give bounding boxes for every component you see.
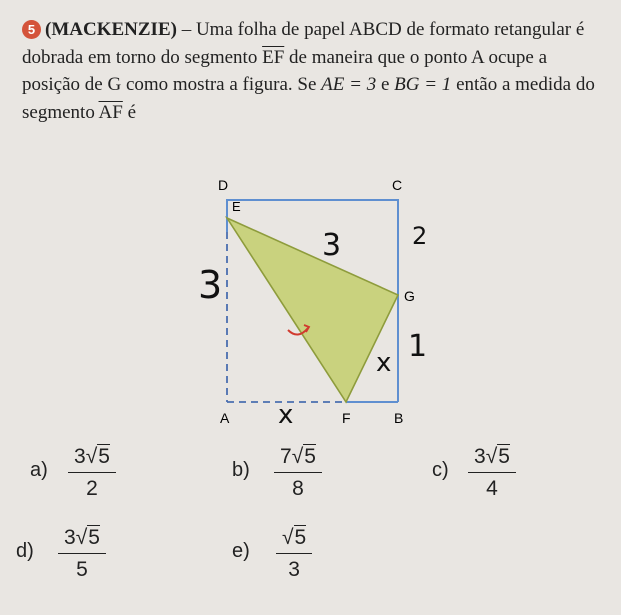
condition-ae: AE = 3 (321, 74, 377, 95)
label-d: D (218, 178, 229, 193)
option-a-fraction: $\frac{3√5}{2}$ (68, 445, 116, 501)
folded-paper-figure (180, 178, 430, 428)
option-a-label: a) (30, 459, 48, 481)
option-e-denominator: 3 (288, 558, 300, 581)
option-a-coefficient: 3 (74, 445, 86, 468)
option-a-radicand: 5 (98, 445, 110, 468)
option-d-radicand: 5 (88, 526, 100, 549)
question-number-badge: 5 (22, 20, 41, 39)
question-text (22, 16, 607, 126)
handwritten-af: x (278, 400, 294, 428)
question-text-part-1: – Uma folha de papel ABCD de formato retangular é dobrada em torno do segmento (22, 19, 585, 68)
label-c: C (392, 178, 403, 193)
segment-ef: $\overline{EF}$ (262, 46, 285, 68)
question-text-part-2: de maneira que o ponto A ocupe a posição de G como mostra a figura. Se (22, 46, 548, 95)
label-f: F (342, 410, 351, 426)
option-a-denominator: 2 (86, 477, 98, 500)
question-source: (MACKENZIE) (45, 19, 177, 40)
label-e: E (232, 199, 241, 214)
option-b-denominator: 8 (292, 477, 304, 500)
option-b-fraction: $\frac{7√5}{8}$ (274, 445, 322, 501)
handwritten-fg: x (376, 348, 392, 378)
option-b-radicand: 5 (304, 445, 316, 468)
condition-bg: BG = 1 (394, 74, 452, 95)
option-b-coefficient: 7 (280, 445, 292, 468)
option-e-fraction: $\frac{√5}{3}$ (276, 526, 312, 582)
option-d-fraction: $\frac{3√5}{5}$ (58, 526, 106, 582)
option-c-fraction: $\frac{3√5}{4}$ (468, 445, 516, 501)
handwritten-gc: 2 (412, 222, 428, 250)
handwritten-eg: 3 (322, 228, 342, 263)
option-c-radicand: 5 (498, 445, 510, 468)
option-d-denominator: 5 (76, 558, 88, 581)
option-c-coefficient: 3 (474, 445, 486, 468)
option-c-denominator: 4 (486, 477, 498, 500)
label-g: G (404, 288, 415, 304)
option-e-radicand: 5 (294, 526, 307, 549)
label-a: A (220, 410, 230, 426)
label-b: B (394, 410, 404, 426)
question-text-part-5: é (127, 101, 137, 123)
option-d-coefficient: 3 (64, 526, 76, 549)
question-text-part-4: então a medida do segmento (22, 74, 595, 123)
option-c-label: c) (432, 459, 449, 481)
option-d-label: d) (16, 540, 34, 562)
folded-triangle-egf (227, 218, 398, 402)
question-text-part-3: e (376, 74, 395, 95)
option-b-label: b) (232, 459, 250, 481)
segment-af: $\overline{AF}$ (98, 101, 123, 123)
handwritten-ae: 3 (198, 263, 223, 307)
handwritten-gb: 1 (408, 329, 428, 364)
option-e-label: e) (232, 540, 250, 562)
